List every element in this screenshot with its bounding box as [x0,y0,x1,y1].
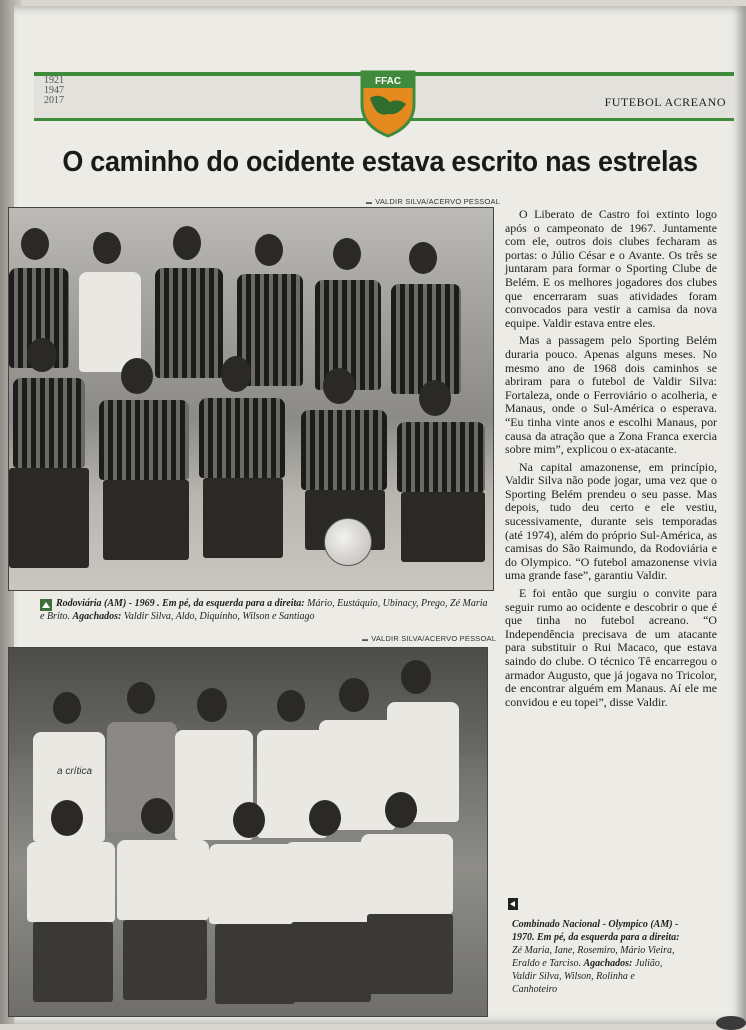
shirt-sponsor-text: a crítica [57,766,93,777]
caption1-crouching-names: Valdir Silva, Aldo, Diquinho, Wilson e Santiago [121,611,315,622]
caption1-heading: Rodoviária (AM) - 1969 . Em pé, da esquerda para a direita: [56,598,305,609]
team-photo-1970 [8,647,488,1017]
photo-credit-2: ▬ VALDIR SILVA/ACERVO PESSOAL [362,634,496,643]
photo-credit-1: ▬ VALDIR SILVA/ACERVO PESSOAL [366,197,500,206]
caption1-crouching-label: Agachados: [72,611,122,622]
section-title: FUTEBOL ACREANO [604,95,726,109]
header-years [44,76,64,106]
year-1: 1921 [44,75,64,86]
page-corner-mark [716,1016,746,1030]
photo-caption-2 [512,918,682,996]
caption2-crouching-names: Julião, Valdir Silva, Wilson, Rolinha e Canhoteiro [512,958,663,995]
article-paragraph: Na capital amazonense, em princípio, Valdir Silva não pode jogar, uma vez que o Sporting Belém prendeu o seu passe. Mas depois, tudo deu certo e ele vestiu, sucessivamente, durante seis temporadas (até 1974), além do próprio Sul-América, as camisas do São Raimundo, da Rodoviária e do Olympico. “O futebol amazonense vivia uma grande fase”, garantiu Valdir. [505,459,717,583]
caption2-crouching-label: Agachados: [583,958,633,969]
article-paragraph: O Liberato de Castro foi extinto logo após o campeonato de 1967. Juntamente com ele, outros dois clubes fecharam as portas: o Júlio César e o Avante. Os três se juntaram para formar o Sporting Clube de Belém. E os melhores jogadores dos clubes que encerraram suas atividades foram convocados para vestir a camisa da nova equipe. Valdir estava entre eles. [505,207,717,330]
crest-text: FFAC [374,76,402,87]
caption-arrow-left-icon [508,898,518,910]
photo-caption-1 [40,597,490,623]
caption1-standing-names: Mário, Eustáquio, Ubinacy, Prego, Zé Maria e Brito. [40,598,488,622]
year-3: 2017 [44,95,64,106]
article-headline: O caminho do ocidente estava escrito nas estrelas [62,146,698,178]
soccer-ball [324,518,372,566]
ffac-crest-icon [358,68,418,138]
article-paragraph: Mas a passagem pelo Sporting Belém duraria pouco. Apenas alguns meses. No mesmo ano de 1968 dois caminhos se abriram para o futebol de Valdir Silva: Fortaleza, onde o Ferroviário o acolheria, e Manaus, onde o Sul-América o esperava. “Eu tinha vinte anos e escolhi Manaus, por causa da atração que a Zona Franca exercia sobre mim”, explicou o ex-atacante. [505,333,717,457]
article-body [505,208,717,713]
article-paragraph: E foi então que surgiu o convite para seguir rumo ao ocidente e descobrir o que é que tinha no futebol acreano. “O Independência precisava de um atacante para substituir o Rui Macaco, que estava saindo do clube. O técnico Tê encarregou o armador Augusto, que já jogava no Tricolor, de encontrar alguém em Manaus. Aí ele me convidou e eu topei”, disse Valdir. [505,586,717,709]
caption2-heading: Combinado Nacional - Olympico (AM) - 1970. Em pé, da esquerda para a direita: [512,919,680,943]
team-photo-1969 [8,207,494,591]
year-2: 1947 [44,85,64,96]
caption2-standing-names: Zé Maria, Iane, Rosemiro, Mário Vieira, Eraldo e Tarciso. [512,945,675,969]
